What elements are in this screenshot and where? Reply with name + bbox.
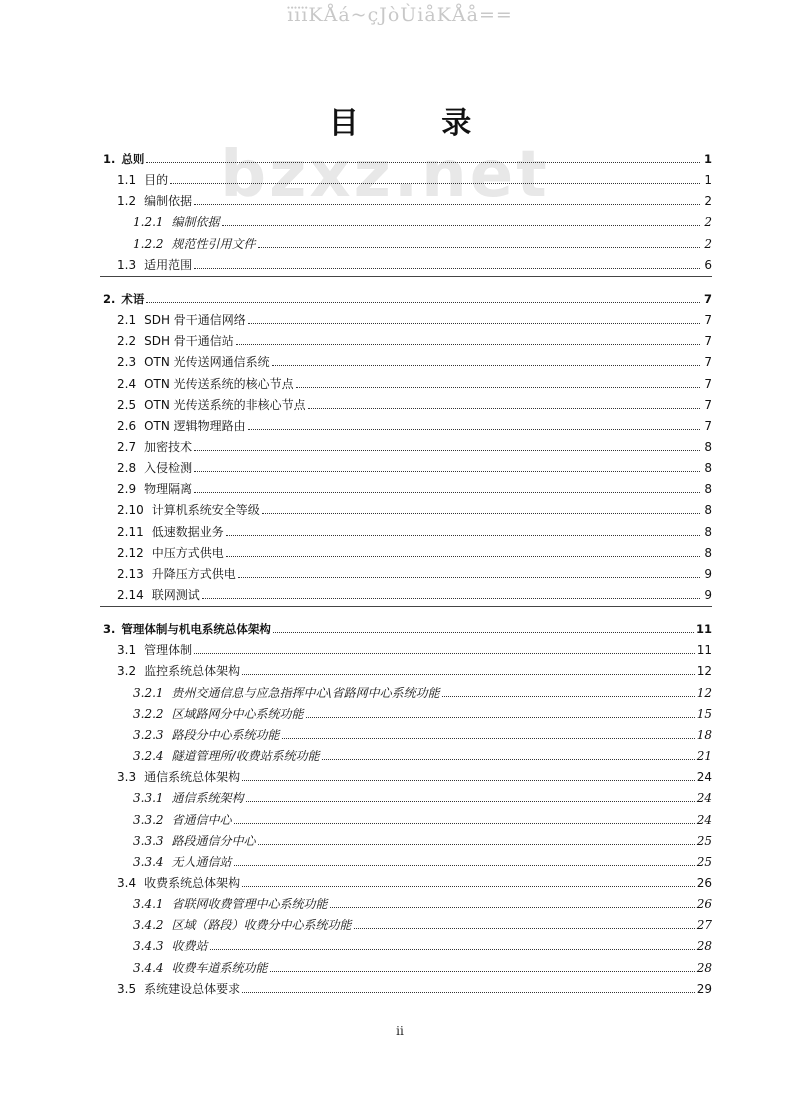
toc-entry-page: 8 [704,482,712,497]
toc-entry[interactable] [133,955,712,975]
toc-entry-number: 2.9 [117,482,137,497]
toc-entry-number: 2.12 [117,545,144,560]
toc-entry-label: 术语 [121,291,145,306]
toc-entry-label: 联网测试 [151,588,200,602]
dot-leader [194,492,700,493]
toc-entry[interactable] [117,870,712,890]
toc-entry[interactable] [117,582,712,602]
toc-entry-number: 2.1 [117,313,137,328]
toc-entry-number: 3.3.4 [133,854,164,869]
dot-leader [354,928,695,929]
toc-entry[interactable] [117,307,712,327]
dot-leader [242,992,695,993]
section-divider [100,276,712,277]
dot-leader [242,886,695,887]
toc-entry-page: 24 [696,770,712,785]
toc-entry-page: 8 [704,461,712,476]
toc-entry-number: 3.2.3 [133,727,164,742]
toc-entry-label: 省联网收费管理中心系统功能 [171,897,328,912]
dot-leader [146,162,700,163]
toc-entry[interactable] [133,849,712,869]
dot-leader [272,365,700,366]
toc-entry-label: 总则 [121,152,145,166]
toc-entry-number: 3.3.1 [133,791,164,806]
toc-entry[interactable] [117,188,712,208]
toc-entry-number: 1.3 [117,257,137,272]
toc-entry-number: 2.5 [117,397,137,412]
toc-entry-page: 28 [696,960,712,975]
dot-leader [258,844,695,845]
dot-leader [306,717,695,718]
toc-entry-page: 18 [696,727,712,742]
toc-entry-label: 中压方式供电 [151,545,224,560]
toc-entry-number: 1.2.2 [133,236,164,251]
section-divider [100,606,712,607]
toc-entry-number: 2.7 [117,439,137,454]
toc-entry-number: 2.3 [117,355,137,370]
toc-entry-page: 1 [704,173,712,188]
toc-entry[interactable] [103,616,712,636]
page-number: ii [396,1024,404,1038]
toc-entry[interactable] [117,764,712,784]
toc-entry-label: 监控系统总体架构 [144,664,241,679]
toc-entry-page: 2 [704,236,712,251]
toc-entry[interactable] [133,209,712,229]
dot-leader [308,408,700,409]
toc-entry[interactable] [117,371,712,391]
toc-entry-number: 1.2.1 [133,215,164,230]
toc-entry-number: 3. [103,622,116,637]
toc-entry[interactable] [117,637,712,657]
toc-entry[interactable] [133,785,712,805]
toc-entry-page: 29 [696,981,712,996]
toc-entry-number: 3.3 [117,770,137,785]
toc-entry-label: 计算机系统安全等级 [151,503,260,518]
toc-entry-label: 系统建设总体要求 [144,981,241,996]
toc-entry-number: 1.1 [117,173,137,188]
toc-entry-page: 27 [696,918,712,933]
dot-leader [226,556,700,557]
toc-entry-number: 3.3.2 [133,812,164,827]
dot-leader [194,471,700,472]
dot-leader [210,949,695,950]
toc-entry[interactable] [117,976,712,996]
toc-entry-page: 7 [703,291,712,306]
toc-entry-page: 7 [704,334,712,349]
dot-leader [234,865,695,866]
dot-leader [262,513,700,514]
toc-entry[interactable] [133,701,712,721]
toc-entry-label: 低速数据业务 [151,524,224,539]
toc-entry-page: 6 [704,257,712,272]
toc-entry[interactable] [133,828,712,848]
dot-leader [296,387,700,388]
toc-entry-page: 8 [704,524,712,539]
toc-entry-label: 目的 [144,173,169,188]
toc-entry-label: 收费站 [171,939,208,954]
toc-entry-label: SDH 骨干通信网络 [144,313,246,328]
dot-leader [236,344,700,345]
toc-entry-label: 隧道管理所/收费站系统功能 [171,749,320,764]
dot-leader [226,535,700,536]
toc-entry-number: 3.5 [117,981,137,996]
toc-entry[interactable] [133,912,712,932]
toc-entry-number: 3.1 [117,643,137,658]
toc-entry-number: 2.2 [117,334,137,349]
dot-leader [170,183,700,184]
toc-entry[interactable] [103,286,712,306]
toc-entry-number: 1. [103,152,116,166]
toc-entry-number: 3.3.3 [133,833,164,848]
toc-entry-number: 3.4.1 [133,897,164,912]
toc-entry-label: OTN 光传送系统的非核心节点 [144,397,306,412]
toc-entry-number: 2.10 [117,503,144,518]
toc-entry-page: 25 [696,833,712,848]
toc-entry-page: 2 [704,215,712,230]
dot-leader [146,302,700,303]
toc-entry-number: 3.2 [117,664,137,679]
toc-entry-page: 7 [704,355,712,370]
toc-entry[interactable] [133,891,712,911]
toc-entry[interactable] [117,413,712,433]
toc-entry-number: 3.4.3 [133,939,164,954]
toc-entry-page: 7 [704,313,712,328]
dot-leader [442,696,695,697]
toc-entry-number: 3.2.1 [133,685,164,700]
toc-entry-label: 管理体制与机电系统总体架构 [121,622,271,637]
dot-leader [322,759,695,760]
toc-entry[interactable] [133,807,712,827]
dot-leader [242,780,695,781]
toc-entry-page: 2 [704,194,712,209]
toc-entry-page: 7 [704,376,712,391]
toc-entry-page: 8 [704,545,712,560]
toc-entry[interactable] [133,722,712,742]
dot-leader [234,823,695,824]
toc-entry[interactable] [117,658,712,678]
toc-entry-number: 2.13 [117,566,144,581]
toc-entry-number: 2.14 [117,588,144,602]
toc-entry-page: 15 [696,706,712,721]
toc-entry-label: 编制依据 [171,215,220,230]
toc-entry[interactable] [103,146,712,166]
dot-leader [194,204,700,205]
dot-leader [202,598,700,599]
toc-entry[interactable] [133,680,712,700]
toc-entry-number: 2.8 [117,461,137,476]
dot-leader [273,632,694,633]
toc-entry-page: 24 [696,812,712,827]
toc-entry-page: 12 [696,664,712,679]
toc-entry-page: 8 [704,439,712,454]
toc-entry[interactable] [133,231,712,251]
toc-entry-label: 收费系统总体架构 [144,875,241,890]
toc-entry-page: 8 [704,503,712,518]
toc-entry[interactable] [117,167,712,187]
toc-title: 目 录 [328,106,508,141]
dot-leader [194,268,700,269]
dot-leader [246,801,695,802]
toc-entry-label: 通信系统架构 [171,791,244,806]
toc-entry-page: 11 [696,643,712,658]
toc-entry-page: 26 [696,875,712,890]
toc-entry-label: 适用范围 [144,257,193,272]
toc-entry-page: 21 [696,749,712,764]
dot-leader [238,577,700,578]
toc-entry-page: 7 [704,418,712,433]
toc-entry-label: 路段分中心系统功能 [171,727,280,742]
toc-entry-label: 收费车道系统功能 [171,960,268,975]
toc-entry-label: SDH 骨干通信站 [144,334,234,349]
toc-entry-page: 11 [695,622,712,637]
toc-entry[interactable] [117,540,712,560]
toc-entry-label: 区域路网分中心系统功能 [171,706,304,721]
toc-entry-number: 3.2.2 [133,706,164,721]
toc-entry[interactable] [133,743,712,763]
toc-entry[interactable] [117,455,712,475]
toc-entry-page: 9 [704,588,712,602]
toc-entry[interactable] [117,497,712,517]
toc-entry-page: 24 [696,791,712,806]
toc-entry-label: OTN 光传送系统的核心节点 [144,376,294,391]
dot-leader [270,971,695,972]
toc-entry[interactable] [117,349,712,369]
toc-entry-label: 加密技术 [144,439,193,454]
toc-entry-label: 贵州交通信息与应急指挥中心\省路网中心系统功能 [171,685,440,700]
page-header-text: ïïïKÅá~çJòÙiåKÅå== [287,4,513,26]
toc-entry-number: 2.6 [117,418,137,433]
toc-entry-label: 规范性引用文件 [171,236,256,251]
toc-entry[interactable] [117,561,712,581]
toc-entry-label: 入侵检测 [144,461,193,476]
toc-entry-page: 28 [696,939,712,954]
toc-entry-number: 3.4.2 [133,918,164,933]
toc-entry-label: 路段通信分中心 [171,833,256,848]
toc-entry-number: 3.4 [117,875,137,890]
dot-leader [194,450,700,451]
toc-entry-label: 通信系统总体架构 [144,770,241,785]
dot-leader [194,653,695,654]
toc-entry-number: 3.4.4 [133,960,164,975]
toc-entry-page: 1 [703,152,712,166]
toc-entry-number: 3.2.4 [133,749,164,764]
toc-entry-number: 1.2 [117,194,137,209]
toc-entry-label: OTN 逻辑物理路由 [144,418,246,433]
toc-entry[interactable] [117,252,712,272]
toc-entry-label: 升降压方式供电 [151,566,236,581]
dot-leader [248,323,700,324]
toc-entry-label: OTN 光传送网通信系统 [144,355,270,370]
toc-entry[interactable] [117,392,712,412]
toc-entry-page: 7 [704,397,712,412]
dot-leader [282,738,695,739]
toc-entry-label: 编制依据 [144,194,193,209]
watermark-text: bzxz.net [220,138,550,212]
toc-entry[interactable] [117,476,712,496]
toc-entry-number: 2.4 [117,376,137,391]
toc-entry-label: 管理体制 [144,643,193,658]
toc-entry-label: 无人通信站 [171,854,232,869]
toc-entry-number: 2. [103,291,116,306]
toc-entry-label: 区域（路段）收费分中心系统功能 [171,918,352,933]
dot-leader [242,674,695,675]
toc-entry[interactable] [117,328,712,348]
toc-entry[interactable] [133,933,712,953]
toc-entry[interactable] [117,519,712,539]
dot-leader [248,429,700,430]
toc-entry-label: 省通信中心 [171,812,232,827]
toc-entry-number: 2.11 [117,524,144,539]
dot-leader [222,225,700,226]
toc-entry[interactable] [117,434,712,454]
toc-entry-page: 26 [696,897,712,912]
dot-leader [330,907,695,908]
toc-entry-page: 25 [696,854,712,869]
toc-entry-page: 9 [704,566,712,581]
dot-leader [258,247,700,248]
toc-entry-label: 物理隔离 [144,482,193,497]
toc-entry-page: 12 [696,685,712,700]
